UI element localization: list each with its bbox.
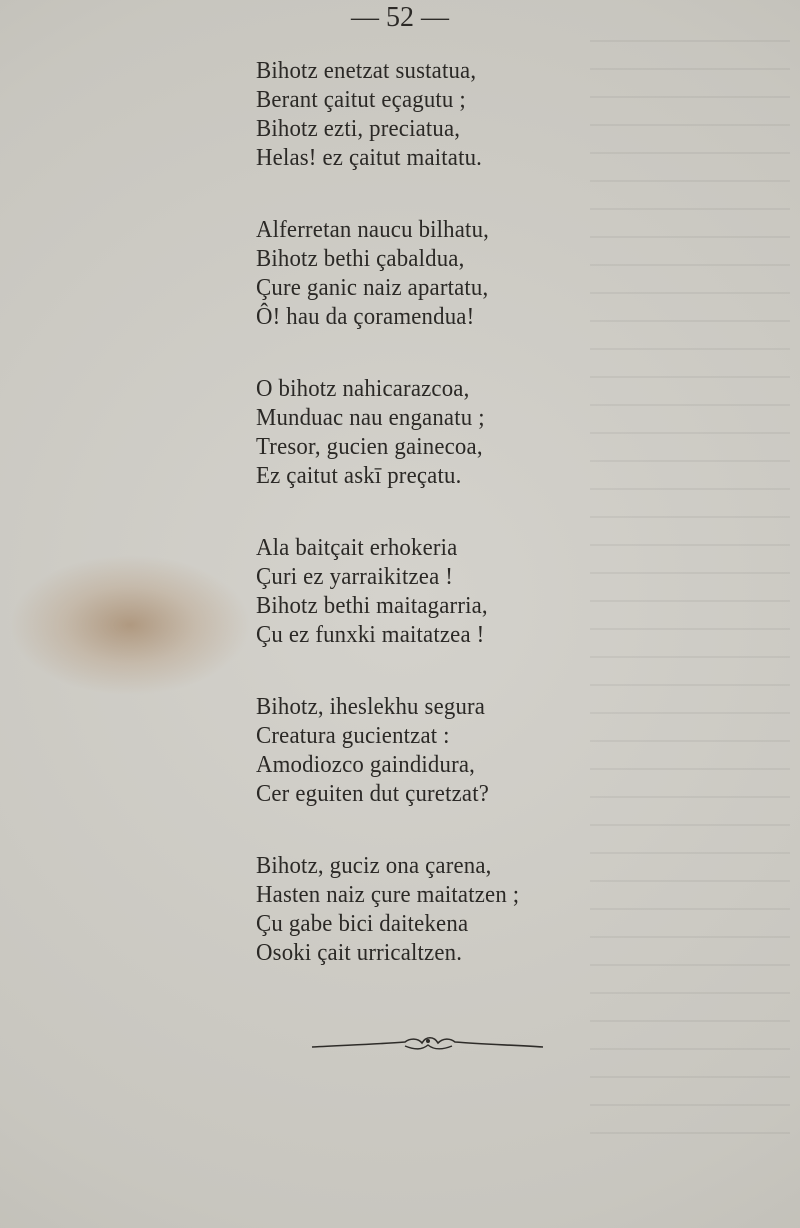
verse-line: Bihotz bethi çabaldua,	[256, 245, 465, 272]
verse-line: Tresor, gucien gainecoa,	[256, 433, 483, 460]
verse-line: Creatura gucientzat :	[256, 722, 450, 749]
stanza	[256, 374, 696, 490]
verse-line: Çu gabe bici daitekena	[256, 910, 469, 937]
verse-line: Bihotz, guciz ona çarena,	[256, 852, 492, 879]
verse-line: Çuri ez yarraikitzea !	[256, 563, 454, 590]
verse-line: Bihotz bethi maitagarria,	[256, 592, 488, 619]
verse-line: Helas! ez çaitut maitatu.	[256, 144, 483, 171]
verse-line: Osoki çait urricaltzen.	[256, 939, 463, 966]
verse-line: Çure ganic naiz apartatu,	[256, 274, 489, 301]
verse-line: Bihotz enetzat sustatua,	[256, 57, 477, 84]
stanza	[256, 215, 696, 331]
stanza	[256, 851, 696, 967]
verse-line: Berant çaitut eçagutu ;	[256, 86, 466, 113]
verse-line: Hasten naiz çure maitatzen ;	[256, 881, 520, 908]
verse-line: Amodiozco gaindidura,	[256, 751, 476, 778]
ornament-divider	[310, 1030, 545, 1060]
page-number: — 52 —	[351, 2, 449, 33]
verse-line: Çu ez funxki maitatzea !	[256, 621, 485, 648]
verse-line: Bihotz, iheslekhu segura	[256, 693, 486, 720]
verse-line: Ala baitçait erhokeria	[256, 534, 458, 561]
stanza	[256, 56, 696, 172]
stanza	[256, 533, 696, 649]
poem-body	[256, 56, 696, 1010]
stanza	[256, 692, 696, 808]
verse-line: Ô! hau da çoramendua!	[256, 303, 475, 330]
verse-line: Munduac nau enganatu ;	[256, 404, 485, 431]
verse-line: Cer eguiten dut çuretzat?	[256, 780, 490, 807]
verse-line: Alferretan naucu bilhatu,	[256, 216, 490, 243]
verse-line: Bihotz ezti, preciatua,	[256, 115, 461, 142]
verse-line: O bihotz nahicarazcoa,	[256, 375, 470, 402]
verse-line: Ez çaitut askī preçatu.	[256, 462, 462, 489]
